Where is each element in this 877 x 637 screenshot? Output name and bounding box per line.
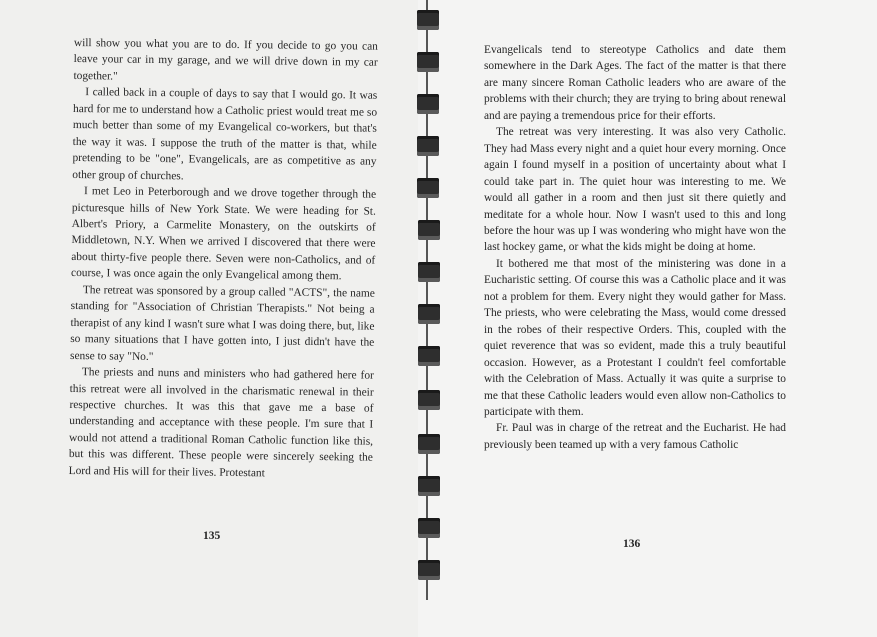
paragraph: will show you what you are to do. If you decide to go you can leave your car in my garage, and we will drive down in my car together.": [73, 36, 378, 83]
page-number-left: 135: [203, 530, 221, 542]
paragraph: The retreat was sponsored by a group called "ACTS", the name standing for "Association of Christian Therapists." Not being a therapist of any kind I wasn't sure what I was doing there, but, like so many situations that I have gotten into, I just didn't have the sense to say "No.": [70, 283, 375, 363]
binding-ring: [418, 262, 440, 282]
binding-ring: [418, 304, 440, 324]
binding-ring: [418, 434, 440, 454]
paragraph: I met Leo in Peterborough and we drove together through the picturesque hills of New York State. We were heading for St. Albert's Priory, a Carmelite Monastery, on the outskirts of Middletown, N.Y. When we arrived I discovered that there were about thirty-five people there. Seven were non-Catholics, and of course, I was once again the only Evangelical among them.: [71, 185, 377, 283]
binding-ring: [418, 518, 440, 538]
binding-spine-line: [426, 0, 428, 600]
paragraph: The priests and nuns and ministers who had gathered here for this retreat were all involved in the charismatic renewal in their respective churches. It was this that gave me a base of understanding and acceptance with these people. I'm sure that I would not attend a traditional Roman Catholic function like this, but this was different. These people were sincerely seeking the Lord and His will for their lives. Protestant: [68, 366, 374, 480]
paragraph: Fr. Paul was in charge of the retreat and the Eucharist. He had previously been teamed up with a very famous Catholic: [484, 422, 786, 451]
paragraph: I called back in a couple of days to say that I would go. It was hard for me to understand how a Catholic priest would treat me so much better than some of my Evangelical co-workers, but that's the way it was. I suppose the truth of the matter is that, while pretending to be "one", Evangelicals, are as competitive as any other group of churches.: [72, 86, 378, 182]
left-page-text: [69, 35, 378, 483]
binding-ring: [417, 94, 439, 114]
binding-ring: [417, 52, 439, 72]
right-page-text: [484, 42, 786, 453]
binding-ring: [418, 560, 440, 580]
binding-ring: [418, 346, 440, 366]
binding-ring: [418, 476, 440, 496]
binding-ring: [417, 10, 439, 30]
paragraph: It bothered me that most of the ministering was done in a Eucharistic setting. Of course this was a Catholic place and it was not a problem for them. Every night they would gather for Mass. The priests, who were celebrating the Mass, would come dressed in the robes of their respective Orders. This, coupled with the quiet reverence that was so evident, made this a truly beautiful occasion. However, as a Protestant I couldn't feel comfortable with the Celebration of Mass. Actually it was quite a surprise to me that these Catholic leaders would even allow non-Catholics to participate with them.: [484, 257, 786, 418]
page-number-right: 136: [623, 538, 641, 550]
binding-ring: [417, 136, 439, 156]
spiral-binding: [420, 0, 434, 600]
binding-ring: [418, 390, 440, 410]
binding-ring: [417, 178, 439, 198]
left-page: [0, 0, 418, 637]
binding-ring: [418, 220, 440, 240]
paragraph: The retreat was very interesting. It was also very Catholic. They had Mass every night and a quiet hour every morning. Once again I found myself in a position of uncertainty about what I could take part in. The quiet hour was interesting to me. We would all gather in a room and then just sit there quietly and meditate for a whole hour. Now I wasn't used to this and long before the hour was up I was wondering who might have won the last hockey game, or what the kids might be doing at home.: [484, 126, 786, 254]
paragraph: Evangelicals tend to stereotype Catholics and date them somewhere in the Dark Ages. The fact of the matter is that there are many sincere Roman Catholic leaders who are aware of the problems with their church; they are trying to bring about renewal and are paying a tremendous price for their efforts.: [484, 44, 786, 122]
